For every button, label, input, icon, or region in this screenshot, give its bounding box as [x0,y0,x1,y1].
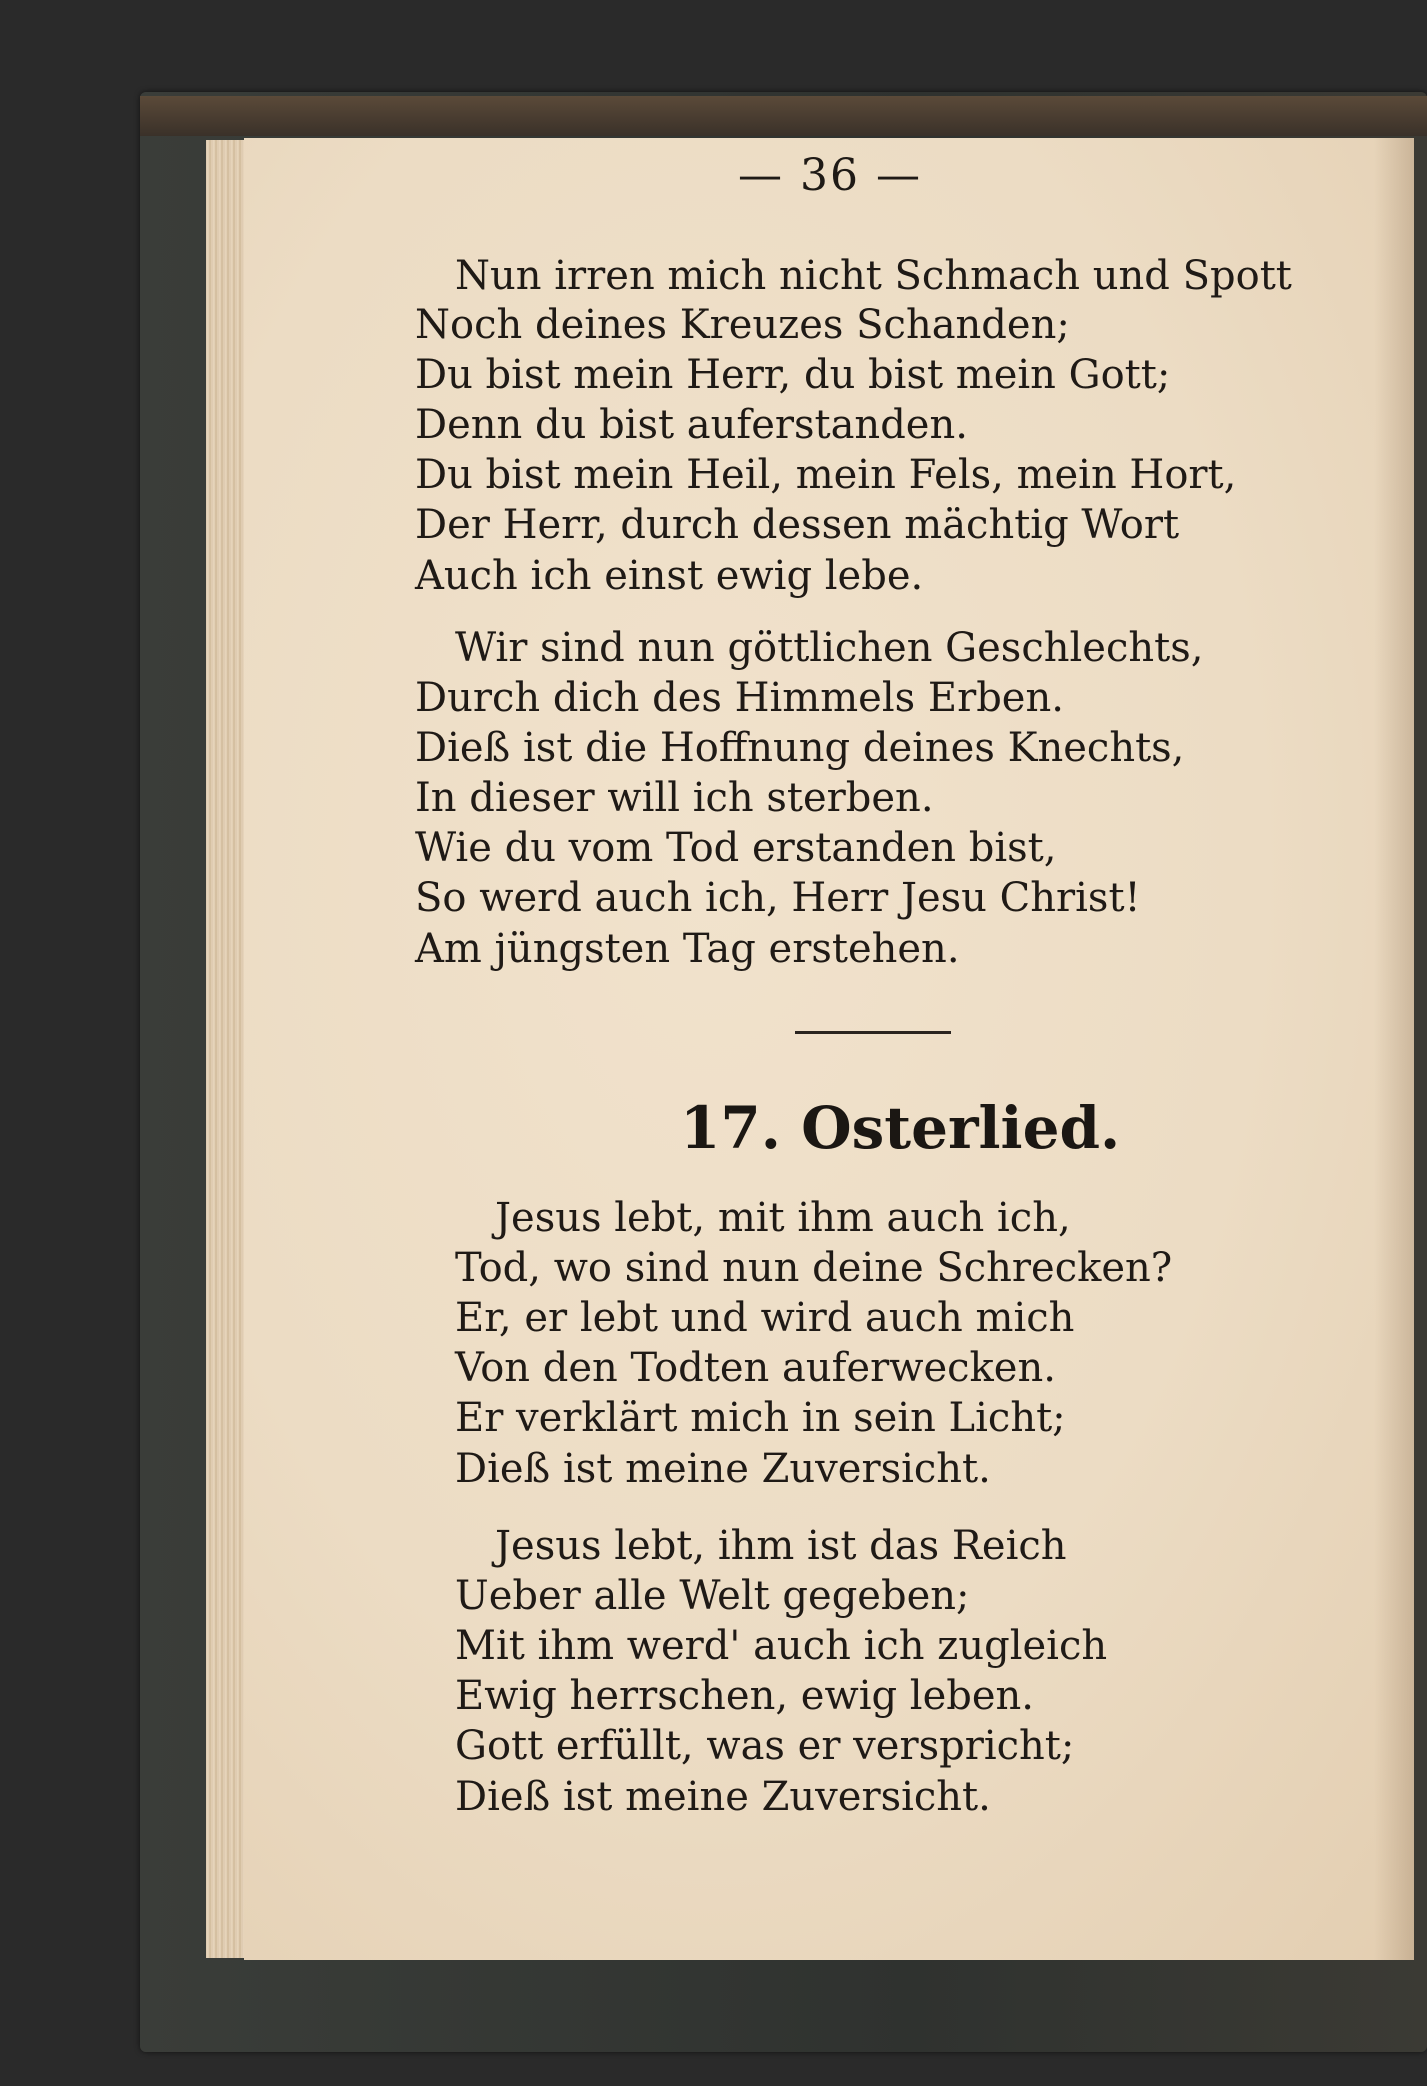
verse-line: Ueber alle Welt gegeben; [455,1573,970,1619]
hymn-title: 17. Osterlied. [680,1094,1121,1162]
verse-line: Dieß ist die Hoffnung deines Knechts, [415,725,1185,771]
verse-line: Nun irren mich nicht Schmach und Spott [455,253,1292,299]
verse-line: Er, er lebt und wird auch mich [455,1295,1075,1341]
verse-line: Wir sind nun göttlichen Geschlechts, [455,625,1204,671]
verse-line: Durch dich des Himmels Erben. [415,675,1064,721]
page-number: — 36 — [738,150,922,201]
verse-line: Jesus lebt, ihm ist das Reich [495,1523,1067,1569]
page-edges [206,140,246,1958]
verse-line: Am jüngsten Tag erstehen. [415,926,960,972]
verse-line: Gott erfüllt, was er verspricht; [455,1723,1075,1769]
verse-line: Dieß ist meine Zuversicht. [455,1774,991,1820]
verse-line: Jesus lebt, mit ihm auch ich, [495,1195,1071,1241]
verse-line: So werd auch ich, Herr Jesu Christ! [415,875,1141,921]
verse-line: Ewig herrschen, ewig leben. [455,1673,1035,1719]
verse-line: Er verklärt mich in sein Licht; [455,1395,1066,1441]
verse-line: Du bist mein Heil, mein Fels, mein Hort, [415,452,1237,498]
verse-line: Du bist mein Herr, du bist mein Gott; [415,352,1171,398]
verse-line: In dieser will ich sterben. [415,775,934,821]
verse-line: Mit ihm werd' auch ich zugleich [455,1623,1108,1669]
verse-line: Noch deines Kreuzes Schanden; [415,302,1070,348]
verse-line: Auch ich einst ewig lebe. [415,553,924,599]
verse-line: Dieß ist meine Zuversicht. [455,1446,991,1492]
verse-line: Denn du bist auferstanden. [415,402,968,448]
book-cover-top [140,96,1427,136]
page-gutter-shadow [1374,138,1414,1960]
verse-line: Der Herr, durch dessen mächtig Wort [415,502,1180,548]
verse-line: Von den Todten auferwecken. [455,1345,1056,1391]
section-divider [795,1031,951,1034]
verse-line: Wie du vom Tod erstanden bist, [415,825,1057,871]
verse-line: Tod, wo sind nun deine Schrecken? [455,1245,1173,1291]
